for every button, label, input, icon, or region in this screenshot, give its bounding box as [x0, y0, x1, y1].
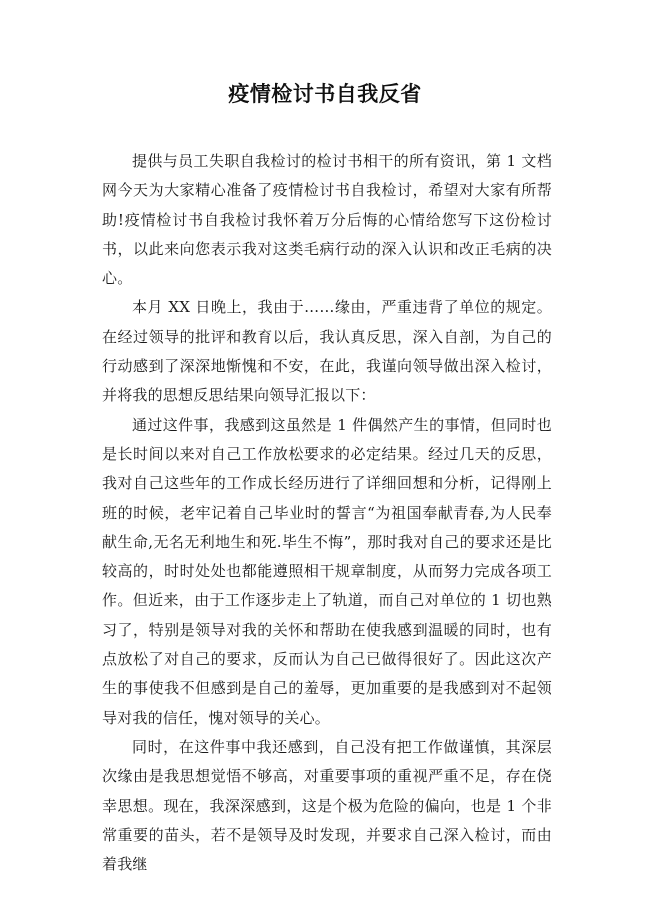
paragraph-1: 提供与员工失职自我检讨的检讨书相干的所有资讯，第 1 文档网今天为大家精心准备了疫情检讨书自我检讨，希望对大家有所帮助!疫情检讨书自我检讨我怀着万分后悔的心情给您写下这份检讨书，以此来向您表示我对这类毛病行动的深入认识和改正毛病的决心。	[102, 152, 552, 288]
document-body	[102, 147, 552, 879]
paragraph-2: 本月 XX 日晚上，我由于……缘由，严重违背了单位的规定。在经过领导的批评和教育以后，我认真反思，深入自剖，为自己的行动感到了深深地惭愧和不安，在此，我谨向领导做出深入检讨，并将我的思想反思结果向领导汇报以下：	[102, 298, 552, 405]
document-title: 疫情检讨书自我反省	[228, 82, 422, 106]
paragraph-3: 通过这件事，我感到这虽然是 1 件偶然产生的事情，但同时也是长时间以来对自己工作放松要求的必定结果。经过几天的反思，我对自己这些年的工作成长经历进行了详细回想和分析，记得刚上班的时候，老牢记着自己毕业时的誓言“为祖国奉献青春,为人民奉献生命,无名无利地生和死.毕生不悔”，那时我对自己的要求还是比较高的，时时处处也都能遵照相干规章制度，从而努力完成各项工作。但近来，由于工作逐步走上了轨道，而自己对单位的 1 切也熟习了，特别是领导对我的关怀和帮助在使我感到温暖的同时，也有点放松了对自己的要求，反而认为自己已做得很好了。因此这次产生的事使我不但感到是自己的羞辱，更加重要的是我感到对不起领导对我的信任，愧对领导的关心。	[102, 415, 552, 727]
paragraph-4: 同时，在这件事中我还感到，自己没有把工作做谨慎，其深层次缘由是我思想觉悟不够高，对重要事项的重视严重不足，存在侥幸思想。现在，我深深感到，这是个极为危险的偏向，也是 1 个非常重要的苗头，若不是领导及时发现，并要求自己深入检讨，而由着我继	[102, 737, 552, 874]
